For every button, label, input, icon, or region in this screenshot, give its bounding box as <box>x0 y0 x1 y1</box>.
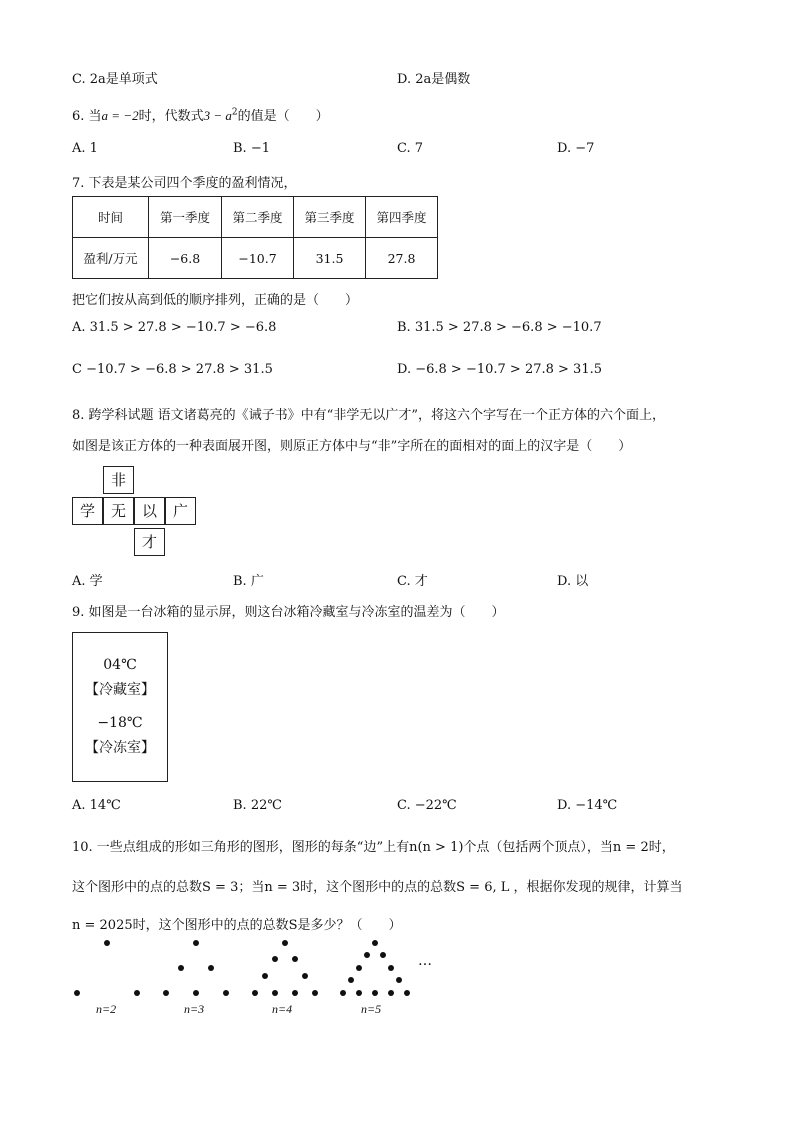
profit-table <box>72 196 438 279</box>
q6-stem: 6. 当a = −2时，代数式$3 - a^2$的值是（ ） <box>72 107 329 124</box>
table-header: 时间 <box>73 197 149 238</box>
row-label: 盈利/万元 <box>73 238 149 279</box>
fridge-label: 【冷藏室】 <box>85 682 155 698</box>
table-header: 第二季度 <box>222 197 294 238</box>
q9-option-a: A. 14℃ <box>72 798 121 813</box>
figure-label: n=2 <box>96 1002 117 1016</box>
table-row <box>73 197 438 238</box>
q6-condition: a = −2 <box>101 108 139 123</box>
table-header: 第四季度 <box>366 197 438 238</box>
table-cell: 31.5 <box>294 238 366 279</box>
net-face: 广 <box>165 497 196 525</box>
q8-line2: 如图是该正方体的一种表面展开图，则原正方体中与“非”字所在的面相对的面上的汉字是（ ） <box>72 439 632 454</box>
figure-label: n=5 <box>361 1002 382 1016</box>
net-face-top: 非 <box>103 466 134 494</box>
q10-line3: n = 2025时，这个图形中的点的总数S是多少？（ ） <box>72 918 402 933</box>
q7-option-a: A. 31.5 > 27.8 > −10.7 > −6.8 <box>72 320 277 335</box>
q9-stem: 9. 如图是一台冰箱的显示屏，则这台冰箱冷藏室与冷冻室的温差为（ ） <box>72 605 505 620</box>
q7-stem: 7. 下表是某公司四个季度的盈利情况， <box>72 176 297 191</box>
q6-option-c: C. 7 <box>397 141 424 156</box>
q6-expression: 3 − a <box>203 108 232 123</box>
q10-line2: 这个图形中的点的总数S = 3；当n = 3时，这个图形中的点的总数S = 6, L ，根据你发现的规律，计算当 <box>72 880 683 895</box>
q6-option-d: D. −7 <box>557 141 595 156</box>
table-cell: −6.8 <box>149 238 222 279</box>
q8-option-b: B. 广 <box>233 574 264 589</box>
q6-option-b: B. −1 <box>233 141 270 156</box>
q10-line1: 10. 一些点组成的形如三角形的图形，图形的每条“边”上有n(n > 1)个点（包括两个顶点），当n = 2时， <box>72 840 675 855</box>
net-face: 学 <box>72 497 103 525</box>
fridge-temp: 04℃ <box>103 657 137 673</box>
figure-label: n=4 <box>272 1002 293 1016</box>
table-header: 第一季度 <box>149 197 222 238</box>
net-face: 以 <box>134 497 165 525</box>
freezer-temp: −18℃ <box>97 715 143 731</box>
q8-option-d: D. 以 <box>557 574 589 589</box>
q9-option-b: B. 22℃ <box>233 798 282 813</box>
q8-line1: 8. 跨学科试题 语文诸葛亮的《诫子书》中有“非学无以广才”，将这六个字写在一个正方体的六个面上， <box>72 408 665 423</box>
table-cell: 27.8 <box>366 238 438 279</box>
net-face: 无 <box>103 497 134 525</box>
table-header: 第三季度 <box>294 197 366 238</box>
q7-option-b: B. 31.5 > 27.8 > −6.8 > −10.7 <box>397 320 602 335</box>
q7-option-d: D. −6.8 > −10.7 > 27.8 > 31.5 <box>397 362 602 377</box>
q9-option-c: C. −22℃ <box>397 798 457 813</box>
dot-triangle-figure <box>60 930 460 1025</box>
q9-option-d: D. −14℃ <box>557 798 618 813</box>
fridge-display <box>72 632 168 782</box>
figure-label: n=3 <box>184 1002 205 1016</box>
q8-option-a: A. 学 <box>72 574 103 589</box>
figure-ellipsis: … <box>418 953 432 969</box>
q7-option-c: C −10.7 > −6.8 > 27.8 > 31.5 <box>72 362 273 377</box>
table-row <box>73 238 438 279</box>
q7-prompt: 把它们按从高到低的顺序排列，正确的是（ ） <box>72 293 359 308</box>
q8-option-c: C. 才 <box>397 574 428 589</box>
q5-option-d: D. 2a是偶数 <box>397 72 471 87</box>
q5-option-c: C. 2a是单项式 <box>72 72 158 87</box>
freezer-label: 【冷冻室】 <box>85 740 155 756</box>
table-cell: −10.7 <box>222 238 294 279</box>
net-face-bottom: 才 <box>134 528 165 556</box>
q6-option-a: A. 1 <box>72 141 98 156</box>
